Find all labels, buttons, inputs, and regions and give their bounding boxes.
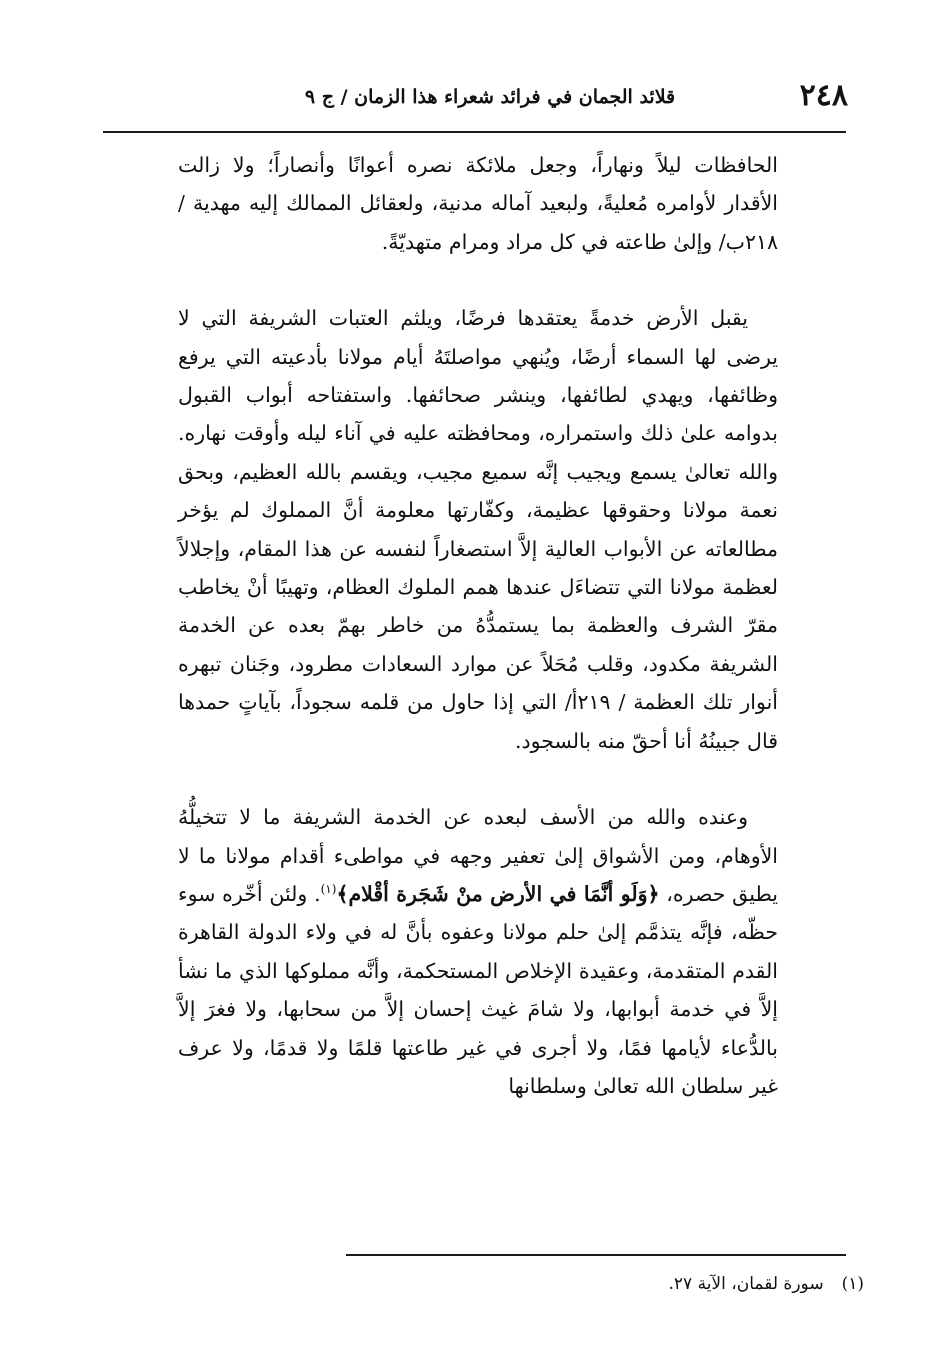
quran-quote: ﴿وَلَو أنَّمَا في الأرض منْ شَجَرة أقْلام﴾ bbox=[336, 881, 660, 906]
running-title: قلائد الجمان في فرائد شعراء هذا الزمان / ج ٩ bbox=[304, 86, 676, 108]
paragraph-3 bbox=[178, 798, 778, 1105]
header-rule bbox=[103, 131, 846, 133]
page-number: ٢٤٨ bbox=[799, 78, 848, 113]
body-text bbox=[178, 146, 778, 1105]
paragraph-3-before-quote: وعنده والله من الأسف لبعده عن الخدمة الشريفة ما لا تتخيلُّهُ الأوهام، ومن الأشواق إلىٰ تعفير وجهه في مواطىء أقدام مولانا ما لا يطيق حصره، bbox=[178, 805, 778, 906]
footnote-text: سورة لقمان، الآية ٢٧. bbox=[668, 1274, 824, 1294]
footnote-marker[interactable]: (١) bbox=[320, 882, 337, 897]
footnote-number: (١) bbox=[841, 1274, 864, 1294]
paragraph-2: يقبل الأرض خدمةً يعتقدها فرضًا، ويلثم العتبات الشريفة التي لا يرضى لها السماء أرضًا، ويُنهي مواصلتَهُ أيام مولانا بأدعيته التي يرفع وظائفها، ويهدي لطائفها، وينشر صحائفها. واستفتاحه أبواب القبول بدوامه علىٰ ذلك واستمراره، ومحافظته عليه في آناء ليله وأوقت نهاره. والله تعالىٰ يسمع ويجيب إنَّه سميع مجيب، ويقسم بالله العظيم، وبحق نعمة مولانا وحقوقها عظيمة، وكفّارتها معلومة أنَّ المملوك لم يؤخر مطالعاته عن الأبواب العالية إلاَّ استصغاراً لنفسه عن هذا المقام، وإجلالاً لعظمة مولانا التي تتضاءَل عندها همم الملوك العظام، وتهيبًا أنْ يخاطب مقرّ الشرف والعظمة بما يستمدُّهُ من خاطر بهمّ بعده عن الخدمة الشريفة مكدود، وقلب مُحَلاً عن موارد السعادات مطرود، وجَنان تبهره أنوار تلك العظمة / ٢١٩أ/ التي إذا حاول من قلمه سجوداً، بآياتٍ حمدها قال جبينُهُ أنا أحقّ منه بالسجود. bbox=[178, 306, 778, 753]
paragraph-1: الحافظات ليلاً ونهاراً، وجعل ملائكة نصره أعوانًا وأنصاراً؛ ولا زالت الأقدار لأوامره مُعليةً، ولبعيد آماله مدنية، ولعقائل الممالك إليه مهدية / ٢١٨ب/ وإلىٰ طاعته في كل مراد ومرام متهديّةً. bbox=[178, 153, 779, 254]
footnote-rule bbox=[346, 1254, 846, 1256]
footnote-1 bbox=[264, 1274, 864, 1294]
paragraph-3-after-quote: . ولئن أخّره سوء حظّه، فإنَّه يتذمَّم إلىٰ حلم مولانا وعفوه بأنَّ له في ولاء الدولة القاهرة القدم المتقدمة، وعقيدة الإخلاص المستحكمة، وأنَّه مملوكها الذي ما نشأ إلاَّ في خدمة أبوابها، ولا شامَ غيث إحسان إلاَّ من سحابها، ولا فغرَ إلاَّ بالدُّعاء لأيامها فمًا، ولا أجرى في غير طاعتها قلمًا ولا قدمًا، ولا عرف غير سلطان الله تعالىٰ وسلطانها bbox=[178, 881, 778, 1098]
